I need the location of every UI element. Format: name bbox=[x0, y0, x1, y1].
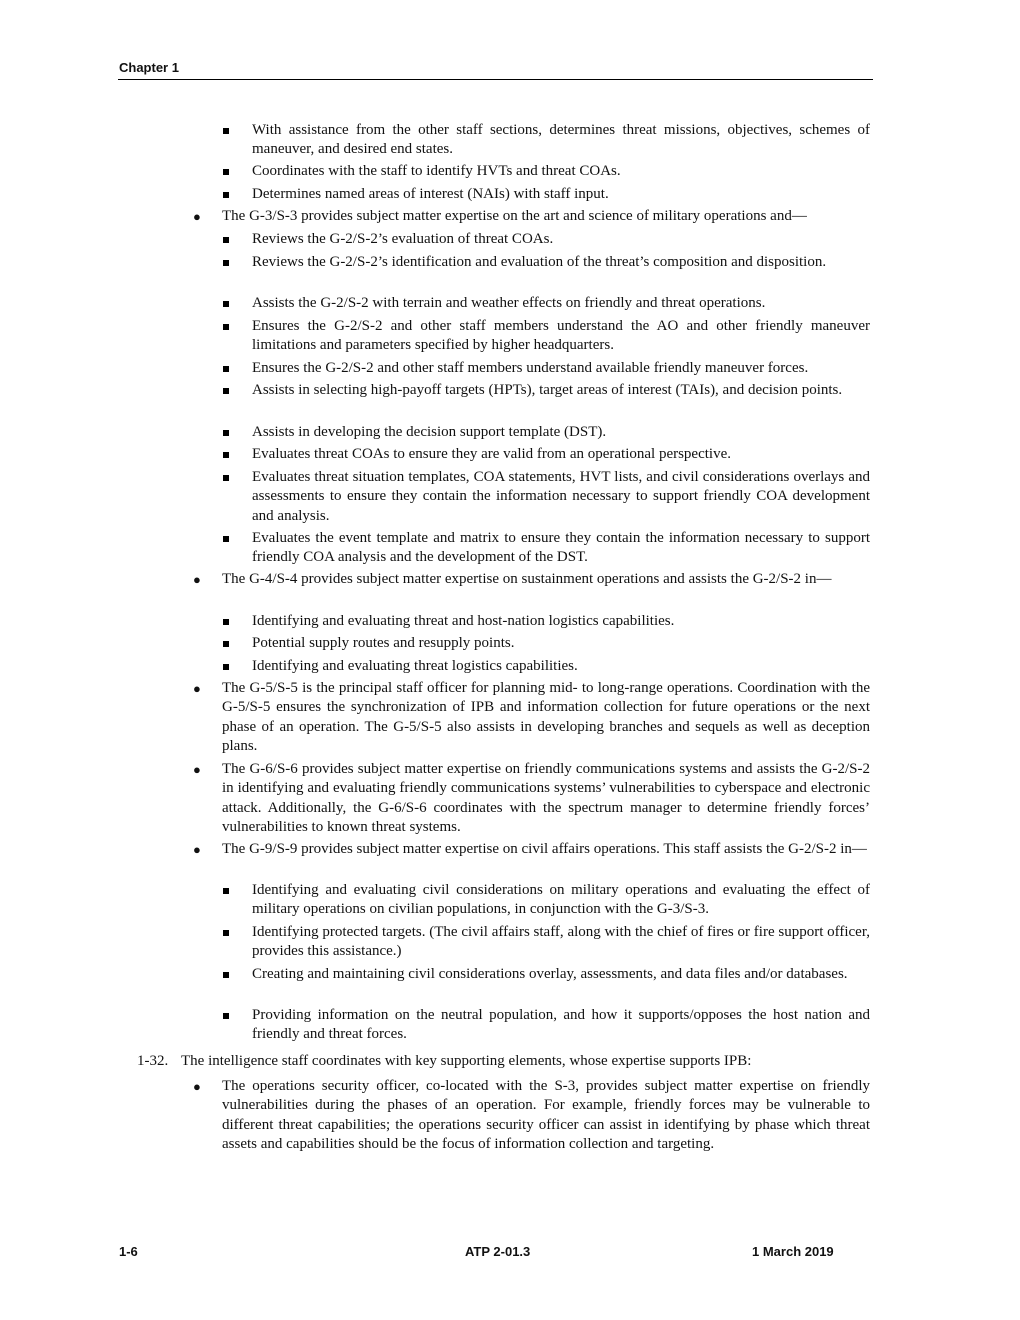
square-bullet-icon bbox=[223, 972, 229, 978]
item-text: The G-5/S-5 is the principal staff officer for planning mid- to long-range operations. Coordination with the G-5/S-5 ensures the synchronization of IPB and information collection for future operations or the next phase of an operation. The G-5/S-5 also assists in developing branches and sequels as well as deception plans. bbox=[222, 680, 870, 754]
square-bullet-icon bbox=[223, 475, 229, 481]
item-text: Creating and maintaining civil considerations overlay, assessments, and data files and/or databases. bbox=[252, 966, 848, 982]
sub-bullet-item bbox=[252, 923, 870, 962]
sub-bullet-item bbox=[252, 359, 870, 378]
publication-id: ATP 2-01.3 bbox=[465, 1244, 531, 1259]
item-text: The G-9/S-9 provides subject matter expertise on civil affairs operations. This staff assists the G-2/S-2 in— bbox=[222, 841, 867, 857]
bullet-item bbox=[193, 1077, 870, 1154]
item-text: The G-6/S-6 provides subject matter expertise on friendly communications systems and assists the G-2/S-2 in identifying and evaluating friendly communications systems’ vulnerabilities to cyberspace and electronic attack. Additionally, the G-6/S-6 coordinates with the spectrum manager to determine friendly forces’ vulnerabilities to known threat systems. bbox=[222, 761, 870, 835]
sub-bullet-item bbox=[252, 162, 870, 181]
item-text: Assists in developing the decision support template (DST). bbox=[252, 424, 607, 440]
sub-bullet-item bbox=[252, 468, 870, 526]
square-bullet-icon bbox=[223, 536, 229, 542]
sub-bullet-item bbox=[252, 253, 870, 272]
item-text: Evaluates the event template and matrix to ensure they contain the information necessary to support friendly COA analysis and the development of the DST. bbox=[252, 530, 870, 566]
sub-bullet-item bbox=[252, 121, 870, 160]
sub-bullet-item bbox=[252, 881, 870, 920]
round-bullet-icon: ● bbox=[193, 209, 201, 224]
item-text: Reviews the G-2/S-2’s evaluation of threat COAs. bbox=[252, 231, 554, 247]
square-bullet-icon bbox=[223, 260, 229, 266]
square-bullet-icon bbox=[223, 366, 229, 372]
item-text: The G-3/S-3 provides subject matter expertise on the art and science of military operations and— bbox=[222, 208, 807, 224]
header-rule bbox=[118, 79, 873, 80]
sub-bullet-item bbox=[252, 657, 870, 676]
square-bullet-icon bbox=[223, 930, 229, 936]
square-bullet-icon bbox=[223, 192, 229, 198]
square-bullet-icon bbox=[223, 301, 229, 307]
sub-bullet-item bbox=[252, 965, 870, 984]
round-bullet-icon: ● bbox=[193, 762, 201, 777]
sub-bullet-item bbox=[252, 317, 870, 356]
square-bullet-icon bbox=[223, 324, 229, 330]
sub-bullet-item bbox=[252, 294, 870, 313]
square-bullet-icon bbox=[223, 641, 229, 647]
item-text: The intelligence staff coordinates with key supporting elements, whose expertise supports IPB: bbox=[181, 1053, 752, 1069]
bullet-item bbox=[193, 207, 870, 226]
publication-date: 1 March 2019 bbox=[752, 1244, 834, 1259]
square-bullet-icon bbox=[223, 664, 229, 670]
item-text: Determines named areas of interest (NAIs) with staff input. bbox=[252, 186, 609, 202]
item-text: Ensures the G-2/S-2 and other staff members understand the AO and other friendly maneuver limitations and parameters specified by higher headquarters. bbox=[252, 318, 870, 354]
chapter-header: Chapter 1 bbox=[119, 60, 179, 75]
sub-bullet-item bbox=[252, 381, 870, 400]
sub-bullet-item bbox=[252, 445, 870, 464]
sub-bullet-item bbox=[252, 423, 870, 442]
page-number: 1-6 bbox=[119, 1244, 138, 1259]
item-text: Identifying and evaluating civil considerations on military operations and evaluating the effect of military operations on civilian populations, in conjunction with the G-3/S-3. bbox=[252, 882, 870, 918]
paragraph-number: 1-32. bbox=[137, 1053, 169, 1069]
sub-bullet-item bbox=[252, 185, 870, 204]
bullet-item bbox=[193, 570, 870, 589]
item-text: Assists in selecting high-payoff targets (HPTs), target areas of interest (TAIs), and decision points. bbox=[252, 382, 843, 398]
square-bullet-icon bbox=[223, 430, 229, 436]
square-bullet-icon bbox=[223, 128, 229, 134]
item-text: The G-4/S-4 provides subject matter expertise on sustainment operations and assists the G-2/S-2 in— bbox=[222, 571, 832, 587]
bullet-item bbox=[193, 679, 870, 756]
round-bullet-icon: ● bbox=[193, 842, 201, 857]
round-bullet-icon: ● bbox=[193, 572, 201, 587]
square-bullet-icon bbox=[223, 388, 229, 394]
item-text: Assists the G-2/S-2 with terrain and weather effects on friendly and threat operations. bbox=[252, 295, 766, 311]
sub-bullet-item bbox=[252, 1006, 870, 1045]
item-text: Identifying and evaluating threat and host-nation logistics capabilities. bbox=[252, 613, 675, 629]
sub-bullet-item bbox=[252, 230, 870, 249]
item-text: Potential supply routes and resupply points. bbox=[252, 635, 515, 651]
round-bullet-icon: ● bbox=[193, 681, 201, 696]
sub-bullet-item bbox=[252, 612, 870, 631]
square-bullet-icon bbox=[223, 452, 229, 458]
numbered-paragraph bbox=[137, 1052, 870, 1071]
item-text: Evaluates threat COAs to ensure they are valid from an operational perspective. bbox=[252, 446, 731, 462]
item-text: Ensures the G-2/S-2 and other staff members understand available friendly maneuver forces. bbox=[252, 360, 809, 376]
item-text: Reviews the G-2/S-2’s identification and evaluation of the threat’s composition and disposition. bbox=[252, 254, 827, 270]
item-text: Identifying protected targets. (The civil affairs staff, along with the chief of fires or fire support officer, provides this assistance.) bbox=[252, 924, 870, 960]
item-text: Evaluates threat situation templates, COA statements, HVT lists, and civil considerations overlays and assessments to ensure they contain the information necessary to support friendly COA development and analysis. bbox=[252, 469, 870, 524]
item-text: Coordinates with the staff to identify HVTs and threat COAs. bbox=[252, 163, 621, 179]
sub-bullet-item bbox=[252, 634, 870, 653]
item-text: Providing information on the neutral population, and how it supports/opposes the host nation and friendly and threat forces. bbox=[252, 1007, 870, 1043]
bullet-item bbox=[193, 760, 870, 837]
item-text: Identifying and evaluating threat logistics capabilities. bbox=[252, 658, 578, 674]
square-bullet-icon bbox=[223, 237, 229, 243]
item-text: With assistance from the other staff sections, determines threat missions, objectives, schemes of maneuver, and desired end states. bbox=[252, 122, 870, 158]
square-bullet-icon bbox=[223, 169, 229, 175]
square-bullet-icon bbox=[223, 619, 229, 625]
bullet-item bbox=[193, 840, 870, 859]
square-bullet-icon bbox=[223, 888, 229, 894]
item-text: The operations security officer, co-located with the S-3, provides subject matter expertise on friendly vulnerabilities during the phases of an operation. For example, friendly forces may be vulnerable to different threat capabilities; the operations security officer can assist in identifying by phase which threat assets and capabilities should be the focus of information collection and targeting. bbox=[222, 1078, 870, 1152]
round-bullet-icon: ● bbox=[193, 1079, 201, 1094]
sub-bullet-item bbox=[252, 529, 870, 568]
square-bullet-icon bbox=[223, 1013, 229, 1019]
